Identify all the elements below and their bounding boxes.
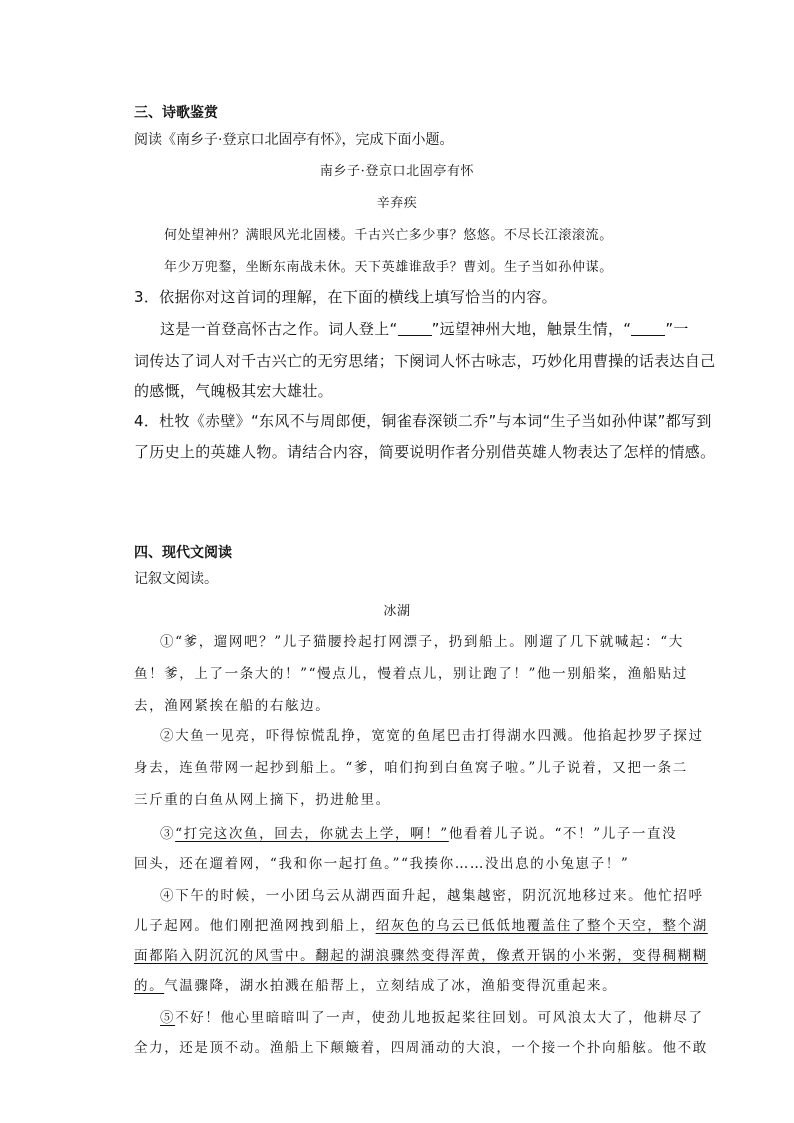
- section-3-title: 三、诗歌鉴赏: [134, 105, 218, 121]
- story-line: ④下午的时候，一小团乌云从湖西面升起，越集越密，阴沉沉地移过来。他忙招呼: [160, 888, 704, 904]
- poem-line: 年少万兜鍪，坐断东南战未休。天下英雄谁敌手？曹刘。生子当如孙仲谋。: [164, 260, 613, 275]
- poem-line: 何处望神州？满眼风光北固楼。千古兴亡多少事？悠悠。不尽长江滚滚流。: [164, 228, 613, 243]
- section-4-instruction: 记叙文阅读。: [134, 571, 218, 587]
- story-text: 气温骤降，湖水拍溅在船帮上，立刻结成了冰，渔船变得沉重起来。: [164, 978, 618, 994]
- question-4-line: 4．杜牧《赤壁》“东风不与周郎便，铜雀春深锁二乔”与本词“生子当如孙仲谋”都写到: [134, 412, 712, 430]
- section-3-instruction: 阅读《南乡子·登京口北固亭有怀》，完成下面小题。: [134, 132, 454, 148]
- answer-blank[interactable]: [631, 321, 665, 336]
- story-paragraph-3: [160, 822, 677, 842]
- story-line: 去，渔网紧挨在船的右舷边。: [134, 698, 331, 714]
- story-line: [134, 914, 708, 934]
- question-3-paragraph: [160, 318, 689, 339]
- story-text: 儿子起网。他们刚把渔网拽到船上，: [134, 918, 376, 934]
- poem-author: 辛弃疾: [376, 196, 418, 211]
- story-paragraph-5: [160, 1006, 704, 1026]
- story-line: 回头，还在遛着网，“我和你一起打鱼。”“我揍你……没出息的小兔崽子！”: [134, 856, 630, 872]
- story-line: 三斤重的白鱼从网上摘下，扔进舱里。: [134, 792, 391, 808]
- underlined-text: 的。: [134, 978, 165, 994]
- story-text: 不好！他心里暗暗叫了一声，使劲儿地扳起桨往回划。可风浪太大了，他耕尽了: [175, 1010, 704, 1026]
- story-line: ①“爹，遛网吧？”儿子猫腰拎起打网漂子，扔到船上。刚遛了几下就喊起：“大: [160, 634, 684, 650]
- underlined-text: 面都陷入阴沉沉的风雪中。翻起的湖浪骤然变得浑黄，像煮开锅的小米粥，变得稠糊糊: [134, 948, 708, 964]
- question-4-line: 了历史上的英雄人物。请结合内容，简要说明作者分别借英雄人物表达了怎样的情感。: [134, 443, 716, 461]
- question-3-text: ”远望神州大地，触景生情，“: [431, 320, 632, 338]
- story-line: ②大鱼一见亮，吓得惊慌乱挣，宽宽的鱼尾巴击打得湖水四溅。他掐起抄罗子探过: [160, 728, 704, 744]
- question-3-line: 词传达了词人对千古兴亡的无穷思绪；下阕词人怀古咏志，巧妙化用曹操的话表达自己: [134, 352, 716, 370]
- paragraph-number: ⑤: [160, 1010, 176, 1026]
- answer-blank[interactable]: [398, 321, 432, 336]
- story-line: 身去，连鱼带网一起抄到船上。“爹，咱们拘到白鱼窝子啦。”儿子说着，又把一条二: [134, 760, 688, 776]
- section-4-title: 四、现代文阅读: [134, 545, 232, 561]
- story-text: 他看着儿子说。“不！”儿子一直没: [448, 826, 678, 842]
- question-3-text: ”一: [665, 320, 689, 338]
- question-3-line: 的感慨，气魄极其宏大雄壮。: [134, 382, 333, 400]
- paragraph-number: ③: [160, 826, 176, 842]
- story-title: 冰湖: [383, 604, 411, 619]
- underlined-text: “打完这次鱼，回去，你就去上学，啊！”: [175, 826, 449, 842]
- story-line: [134, 974, 617, 994]
- story-line: 全力，还是顶不动。渔船上下颠簸着，四周涌动的大浪，一个接一个扑向船舷。他不敢: [134, 1040, 708, 1056]
- question-3-stem: 3．依据你对这首词的理解，在下面的横线上填写恰当的内容。: [134, 288, 557, 306]
- underlined-text: 绍灰色的乌云已低低地覆盖住了整个天空，整个湖: [375, 918, 708, 934]
- question-3-text: 这是一首登高怀古之作。词人登上“: [160, 320, 398, 338]
- story-line: 鱼！爹，上了一条大的！”“慢点儿，慢着点儿，别让跑了！”他一别船桨，渔船贴过: [134, 666, 689, 682]
- poem-title: 南乡子·登京口北固亭有怀: [319, 164, 475, 179]
